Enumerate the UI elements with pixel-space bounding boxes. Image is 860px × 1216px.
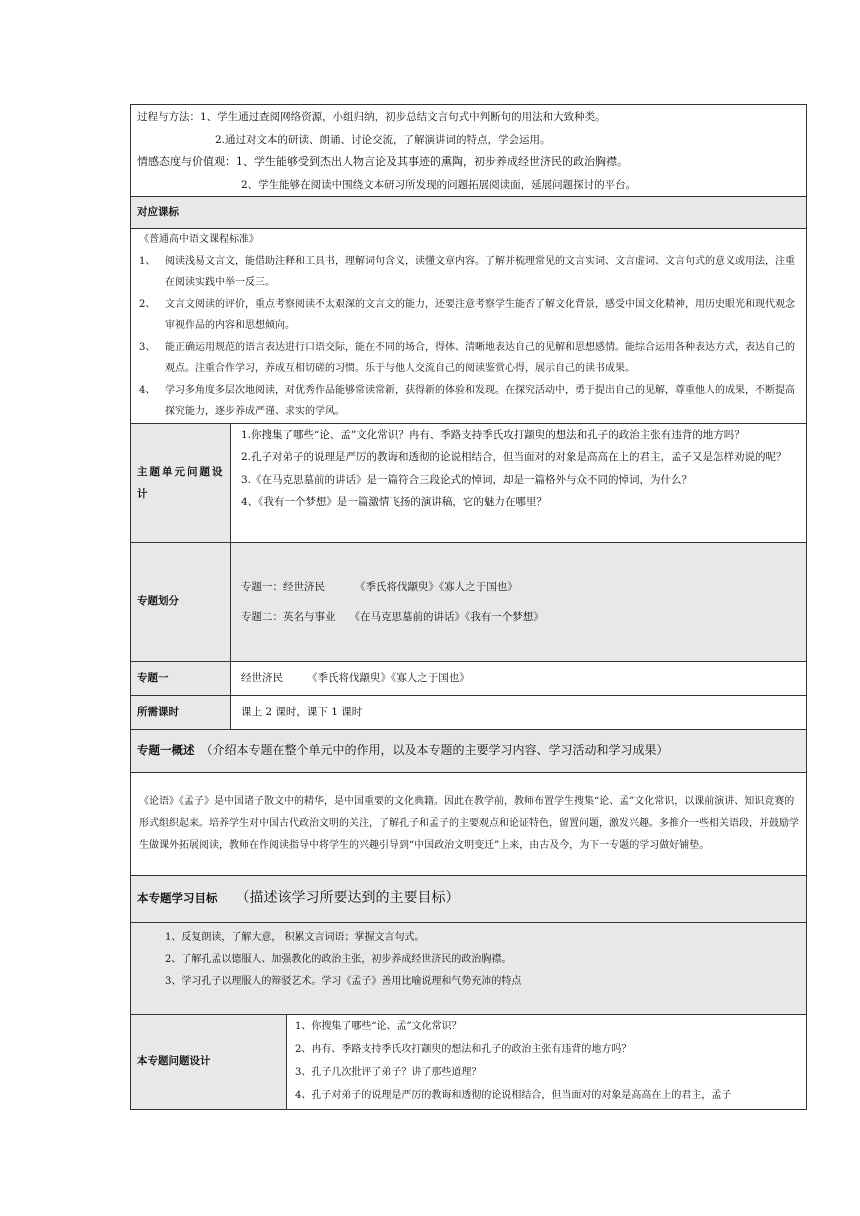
standard-item-1: 1、 阅读浅易文言文，能借助注释和工具书，理解词句含义，读懂文章内容。了解并梳理常见的文言实词、文言虚词、文言句式的意义或用法，注重在阅读实践中举一反三。 <box>139 255 795 288</box>
unit-question-2: 2.孔子对弟子的说理是严厉的教诲和透彻的论说相结合，但当面对的对象是高高在上的君主，孟子又是怎样劝说的呢？ <box>241 451 787 463</box>
overview-text: 《论语》《孟子》是中国诸子散文中的精华，是中国重要的文化典籍。因此在教学前，教师布置学生搜集“论、孟”文化常识，以课前演讲、知识竞赛的形式组织起来。培养学生对中国古代政治文明的关注，了解孔子和孟子的主要观点和论证特色，留置问题，激发兴趣。多推介一些相关语段，并鼓励学生做课外拓展阅读，教师在作阅读指导中将学生的兴趣引导到“中国政治文明变迁”上来，由古及今，为下一专题的学习做好铺垫。 <box>139 795 799 851</box>
topic-questions-row <box>131 1014 807 1109</box>
topic-2-line: 专题二：英名与事业 《在马克思墓前的讲话》《我有一个梦想》 <box>241 610 544 623</box>
emotion-line-1: 情感态度与价值观：1、学生能够受到杰出人物言论及其事迹的熏陶，初步养成经世济民的政治胸襟。 <box>137 155 628 168</box>
standards-book: 《普通高中语文课程标准》 <box>139 234 259 245</box>
emotion-line-2: 2、学生能够在阅读中围绕文本研习所发现的问题拓展阅读面，延展问题探讨的平台。 <box>241 178 637 191</box>
unit-question-3: 3.《在马克思墓前的讲话》是一篇符合三段论式的悼词，却是一篇格外与众不同的悼词，为什么？ <box>241 473 693 486</box>
topic-question-2: 2、冉有、季路支持季氏攻打颛臾的想法和孔子的政治主张有违背的地方吗？ <box>295 1043 632 1055</box>
unit-questions-row <box>131 423 807 542</box>
process-line-1: 过程与方法：1、学生通过查阅网络资源，小组归纳，初步总结文言句式中判断句的用法和大致种类。 <box>137 111 606 123</box>
overview-header: 专题一概述 （介绍本专题在整个单元中的作用，以及本专题的主要学习内容、学习活动和学习成果） <box>131 729 807 772</box>
goal-item-2: 2、了解孔孟以德服人、加强教化的政治主张，初步养成经世济民的政治胸襟。 <box>165 953 512 965</box>
topic1-value: 经世济民 《季氏将伐颛臾》《寡人之于国也》 <box>241 671 470 684</box>
topic-questions-label: 本专题问题设计 <box>131 1014 287 1109</box>
topic-question-4: 4、孔子对弟子的说理是严厉的教诲和透彻的论说相结合，但当面对的对象是高高在上的君主，孟子 <box>295 1089 732 1101</box>
hours-value: 课上 2 课时，课下 1 课时 <box>231 695 807 729</box>
standards-header-row <box>131 197 807 229</box>
standard-item-2: 2、 文言文阅读的评价，重点考察阅读不太艰深的文言文的能力，还要注意考察学生能否了解文化背景，感受中国文化精神，用历史眼光和现代观念审视作品的内容和思想倾向。 <box>139 298 795 331</box>
lesson-plan-table <box>130 104 807 1110</box>
standard-item-4: 4、 学习多角度多层次地阅读，对优秀作品能够常读常新，获得新的体验和发现。在探究活动中，勇于提出自己的见解，尊重他人的成果，不断提高探究能力，逐步养成严谨、求实的学风。 <box>139 384 795 417</box>
hours-label: 所需课时 <box>131 695 231 729</box>
topics-label: 专题划分 <box>131 542 231 661</box>
standards-header: 对应课标 <box>131 197 807 229</box>
unit-questions-label: 主题单元问题设计 <box>131 423 231 542</box>
goal-item-1: 1、反复朗读，了解大意， 积累文言词语；掌握文言句式。 <box>165 931 425 943</box>
overview-text-row <box>131 772 807 875</box>
goals-header: 本专题学习目标 （描述该学习所要达到的主要目标） <box>131 875 807 922</box>
standards-content-row <box>131 229 807 424</box>
topic1-row <box>131 661 807 695</box>
topic-1-line: 专题一：经世济民 《季氏将伐颛臾》《寡人之于国也》 <box>241 580 518 593</box>
unit-question-1: 1.你搜集了哪些“论、孟”文化常识？冉有、季路支持季氏攻打颛臾的想法和孔子的政治主张有违背的地方吗？ <box>241 428 745 441</box>
hours-row <box>131 695 807 729</box>
goals-list-row <box>131 922 807 1014</box>
goal-item-3: 3、学习孔子以理服人的辩驳艺术。学习《孟子》善用比喻说理和气势充沛的特点 <box>165 975 522 987</box>
process-line-2: 2.通过对文本的研读、朗诵、讨论交流，了解演讲词的特点，学会运用。 <box>215 133 551 146</box>
unit-question-4: 4、《我有一个梦想》是一篇激情飞扬的演讲稿，它的魅力在哪里？ <box>241 496 547 508</box>
topic-question-3: 3、孔子几次批评了弟子？讲了那些道理？ <box>295 1066 482 1078</box>
goals-header-row <box>131 875 807 922</box>
topic-question-1: 1、你搜集了哪些“论、孟”文化常识？ <box>295 1020 462 1032</box>
overview-header-row <box>131 729 807 772</box>
standard-item-3: 3、 能正确运用规范的语言表达进行口语交际，能在不同的场合，得体、清晰地表达自己的见解和思想感情。能综合运用各种表达方式，表达自己的观点。注重合作学习，养成互相切磋的习惯。乐于与他人交流自己的阅读鉴赏心得，展示自己的读书成果。 <box>139 341 795 374</box>
topics-row <box>131 542 807 661</box>
topic1-label: 专题一 <box>131 661 231 695</box>
objectives-row <box>131 105 807 197</box>
